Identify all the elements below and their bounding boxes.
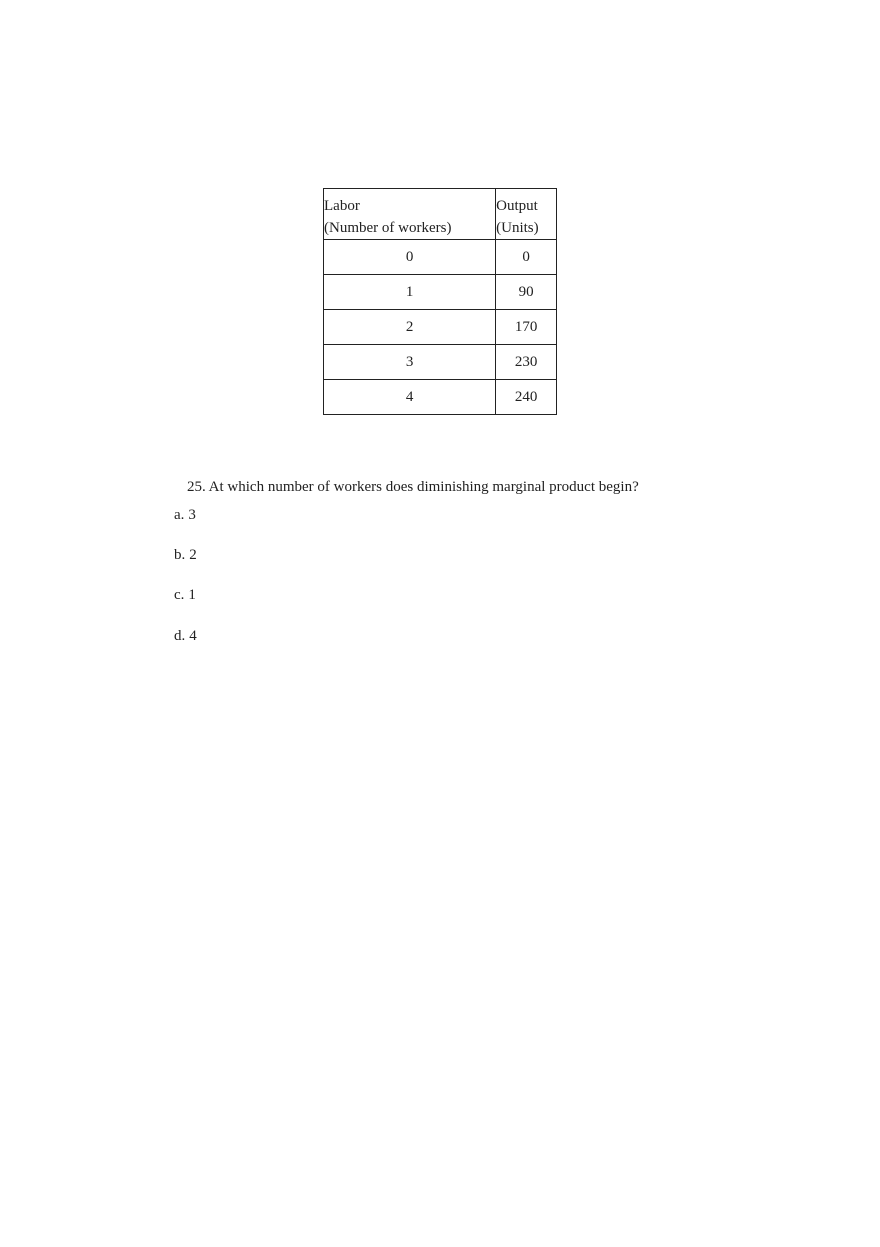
output-header-line2: (Units) xyxy=(496,220,539,236)
table-row xyxy=(324,380,557,415)
labor-cell: 2 xyxy=(324,310,496,345)
table-row xyxy=(324,275,557,310)
output-header-line1: Output xyxy=(496,198,538,214)
labor-cell: 4 xyxy=(324,380,496,415)
labor-column-header xyxy=(324,189,496,240)
labor-cell: 1 xyxy=(324,275,496,310)
output-cell: 170 xyxy=(496,310,557,345)
answer-option-c[interactable] xyxy=(174,585,196,605)
answer-option-b[interactable] xyxy=(174,545,197,565)
question-text: 25. At which number of workers does diminishing marginal product begin? xyxy=(187,479,639,495)
labor-cell: 0 xyxy=(324,240,496,275)
table-row xyxy=(324,345,557,380)
output-cell: 90 xyxy=(496,275,557,310)
labor-header-line2: (Number of workers) xyxy=(324,220,452,236)
option-value: 2 xyxy=(189,547,197,563)
table-row xyxy=(324,240,557,275)
option-letter: a. xyxy=(174,507,185,523)
table-row xyxy=(324,310,557,345)
output-cell: 230 xyxy=(496,345,557,380)
labor-header-line1: Labor xyxy=(324,198,360,214)
option-letter: c. xyxy=(174,587,185,603)
answer-option-a[interactable] xyxy=(174,505,196,525)
option-letter: b. xyxy=(174,547,186,563)
labor-output-table xyxy=(323,188,557,415)
option-value: 3 xyxy=(188,507,196,523)
output-column-header xyxy=(496,189,557,240)
option-value: 1 xyxy=(188,587,196,603)
table-header-row xyxy=(324,189,557,240)
option-letter: d. xyxy=(174,628,186,644)
option-value: 4 xyxy=(189,628,197,644)
labor-cell: 3 xyxy=(324,345,496,380)
output-cell: 0 xyxy=(496,240,557,275)
output-cell: 240 xyxy=(496,380,557,415)
answer-option-d[interactable] xyxy=(174,626,197,646)
